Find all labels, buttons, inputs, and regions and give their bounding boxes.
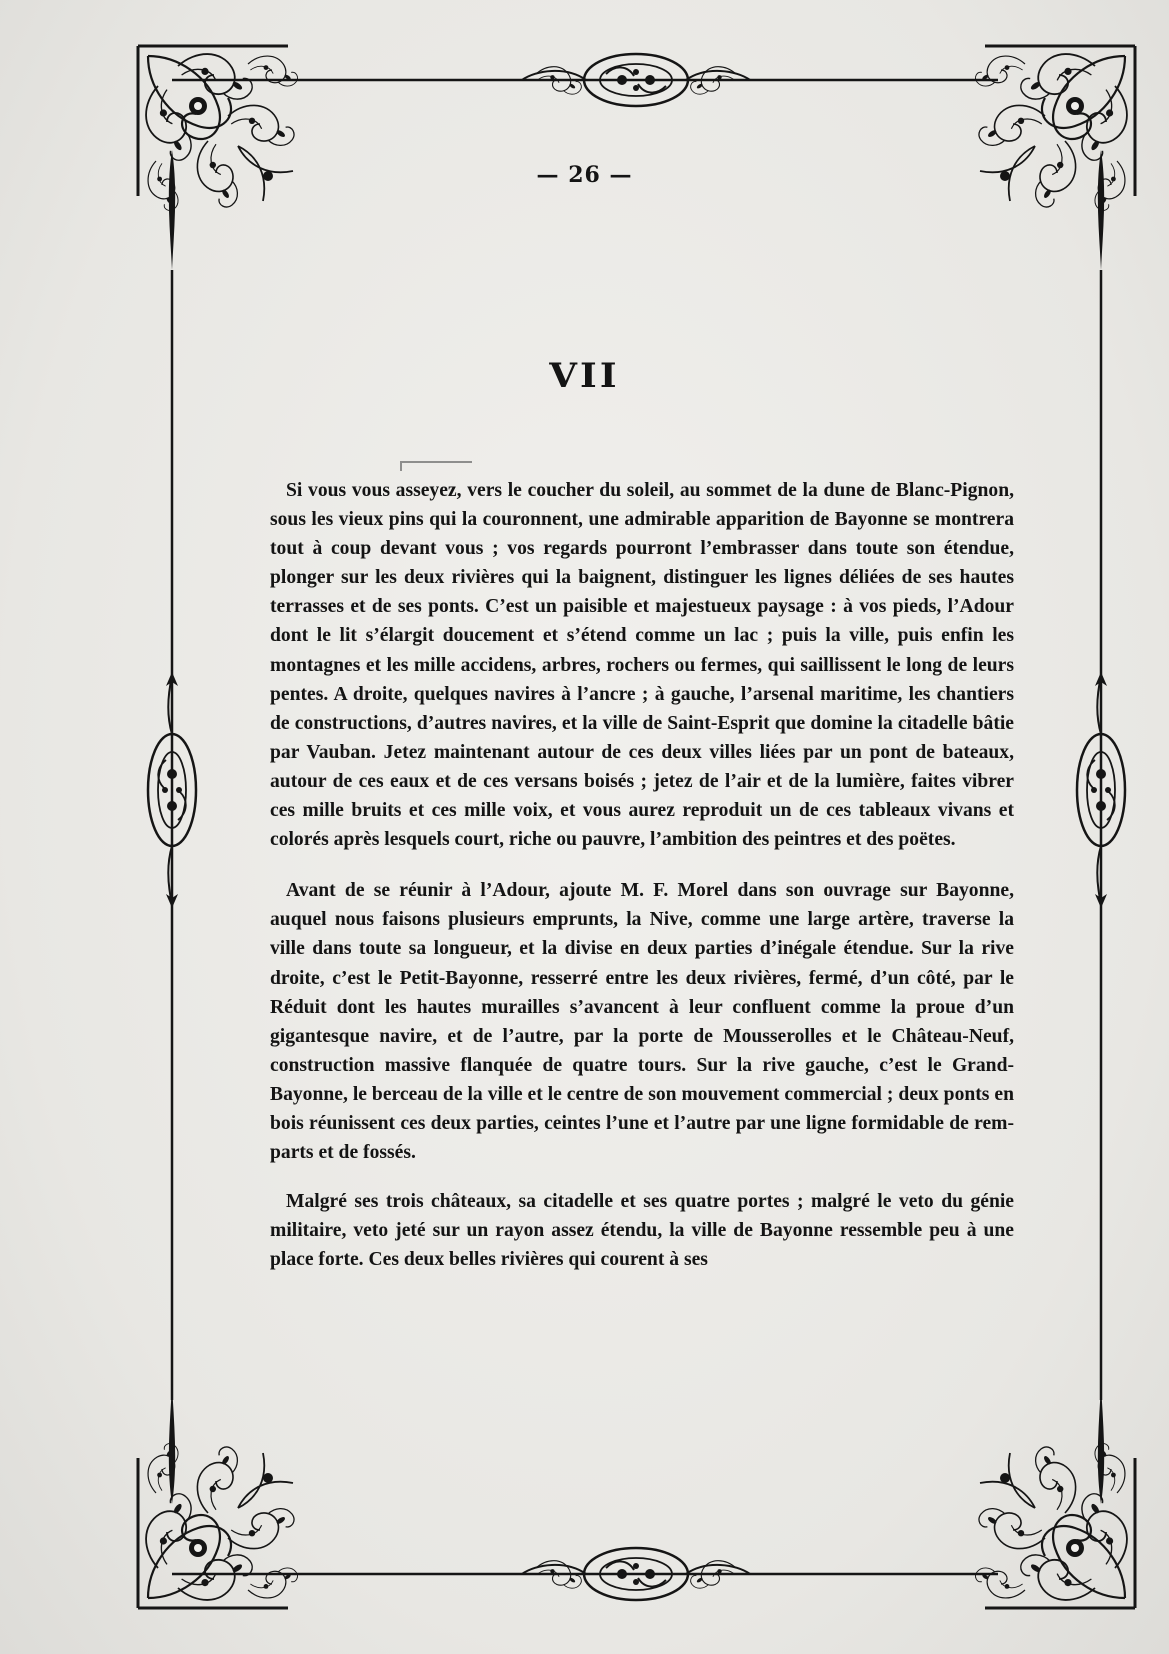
paragraph: Si vous vous asseyez, vers le coucher du soleil, au sommet de la dune de Blanc-Pignon, sous les vieux pins qui la couronnent, une admirable apparition de Bayonne se montrera tout à coup devant vous ; vos regards pourront l’embrasser dans toute son étendue, plonger sur les deux rivières qui la baignent, distinguer les lignes déliées de ses hautes terrasses et de ses ponts. C’est un paisible et majestueux paysage : à vos pieds, l’Adour dont le lit s’élargit doucement et s’étend comme un lac ; puis la ville, puis enfin les montagnes et les mille accidens, arbres, rochers ou fermes, qui saillissent le long de leurs pentes. A droite, quelques navires à l’ancre ; à gauche, l’arsenal maritime, les chantiers de constructions, d’autres navires, et la ville de Saint-Esprit que domine la citadelle bâtie par Vauban. Jetez maintenant autour de ces deux villes liées par un pont de bateaux, autour de ces eaux et de ces versans boisés ; jetez de l’air et de la lumière, faites vibrer ces mille bruits et ces mille voix, et vous aurez reproduit un de ces tableaux vivans et colorés après lesquels court, riche ou pauvre, l’ambition des peintres et des poëtes. [270,480,1014,851]
chapter-heading: VII [549,356,620,396]
body-text [270,476,1014,1274]
printer-mark [400,461,472,471]
page-number: — 26 — [536,162,633,188]
paragraph: Avant de se réunir à l’Adour, ajoute M. F. Morel dans son ouvrage sur Bayonne, auquel nous faisons plusieurs emprunts, la Nive, comme une large artère, traverse la ville dans toute sa longueur, et la divise en deux parties d’inégale étendue. Sur la rive droite, c’est le Petit-Bayonne, resserré entre les deux rivières, fermé, d’un côté, par le Réduit dont les hautes murailles s’avancent à leur confluent comme la proue d’un gigantesque navire, et de l’autre, par la porte de Mousserolles et le Château-Neuf, construction massive flanquée de quatre tours. Sur la rive gauche, c’est le Grand-Bayonne, le berceau de la ville et le centre de son mouvement commercial ; deux ponts en bois réunissent ces deux parties, ceintes l’une et l’autre par une ligne formidable de remparts et de fossés. [270,880,1014,1164]
paragraph: Malgré ses trois châteaux, sa citadelle et ses quatre portes ; malgré le veto du génie militaire, veto jeté sur un rayon assez étendu, la ville de Bayonne ressemble peu à une place forte. Ces deux belles rivières qui courent à ses [270,1191,1014,1271]
